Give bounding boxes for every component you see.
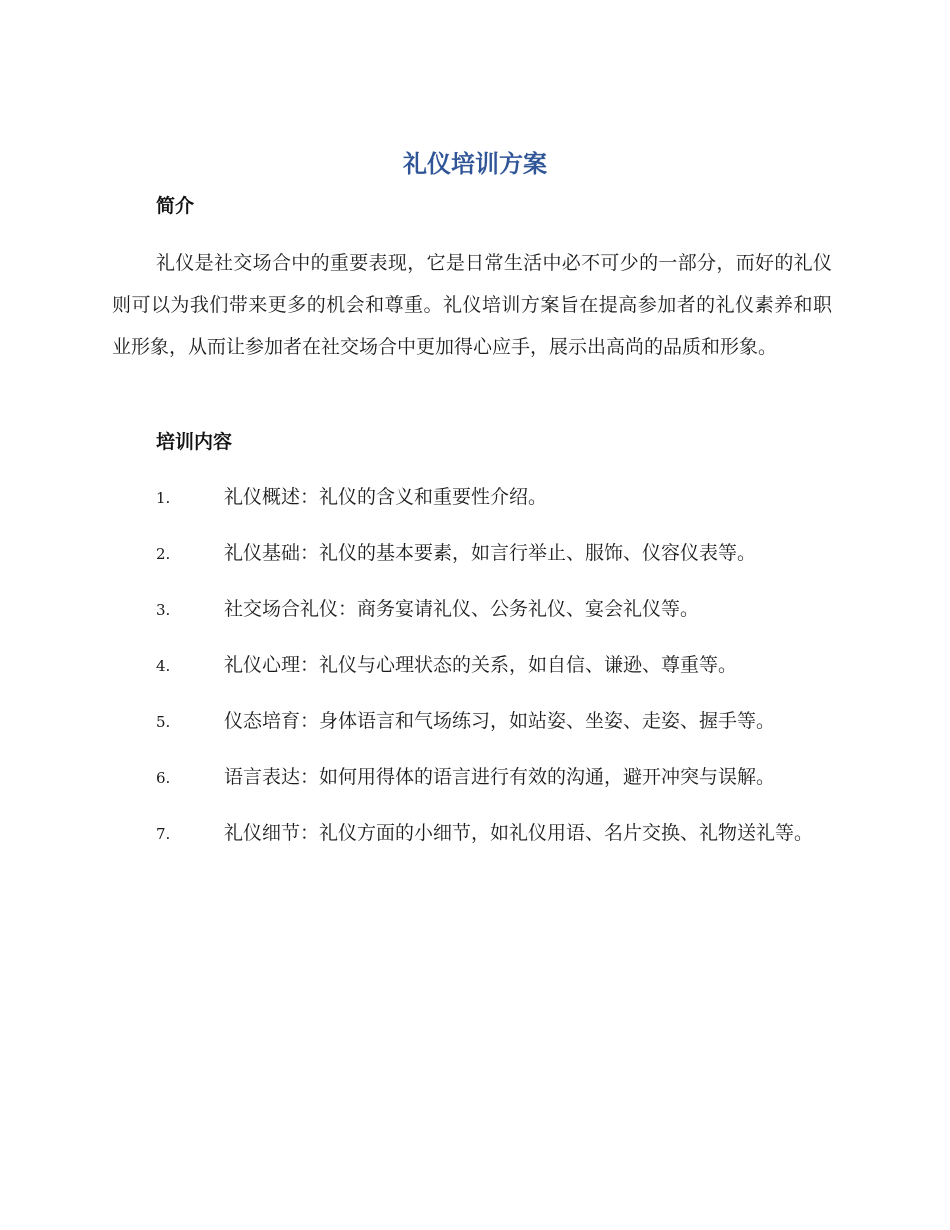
intro-paragraph: 礼仪是社交场合中的重要表现，它是日常生活中必不可少的一部分，而好的礼仪则可以为我们带来更多的机会和尊重。礼仪培训方案旨在提高参加者的礼仪素养和职业形象，从而让参加者在社交场合中更加得心应手，展示出高尚的品质和形象。 xyxy=(112,252,832,358)
list-item-text: 礼仪心理：礼仪与心理状态的关系，如自信、谦逊、尊重等。 xyxy=(224,654,738,676)
intro-heading: 简介 xyxy=(156,195,195,217)
list-item-text: 语言表达：如何用得体的语言进行有效的沟通，避开冲突与误解。 xyxy=(224,766,776,788)
list-item-text: 社交场合礼仪：商务宴请礼仪、公务礼仪、宴会礼仪等。 xyxy=(224,598,700,620)
list-item-text: 礼仪细节：礼仪方面的小细节，如礼仪用语、名片交换、礼物送礼等。 xyxy=(224,822,814,844)
list-item-4 xyxy=(112,644,832,687)
list-item-5 xyxy=(112,700,832,743)
list-item-3 xyxy=(112,588,832,631)
list-item-text: 仪态培育：身体语言和气场练习，如站姿、坐姿、走姿、握手等。 xyxy=(224,710,776,732)
list-item-text: 礼仪概述：礼仪的含义和重要性介绍。 xyxy=(224,486,548,508)
list-item-6 xyxy=(112,756,832,799)
list-item-number: 1. xyxy=(156,489,171,507)
list-item-1 xyxy=(112,476,832,519)
training-content-heading: 培训内容 xyxy=(156,431,233,453)
list-item-text: 礼仪基础：礼仪的基本要素，如言行举止、服饰、仪容仪表等。 xyxy=(224,542,757,564)
document-title: 礼仪培训方案 xyxy=(403,150,547,178)
list-item-7 xyxy=(112,812,832,855)
list-item-number: 2. xyxy=(156,545,171,563)
list-item-number: 7. xyxy=(156,825,171,843)
list-item-2 xyxy=(112,532,832,575)
training-content-list xyxy=(112,476,832,868)
list-item-number: 4. xyxy=(156,657,171,675)
list-item-number: 5. xyxy=(156,713,171,731)
list-item-number: 3. xyxy=(156,601,171,619)
list-item-number: 6. xyxy=(156,769,171,787)
